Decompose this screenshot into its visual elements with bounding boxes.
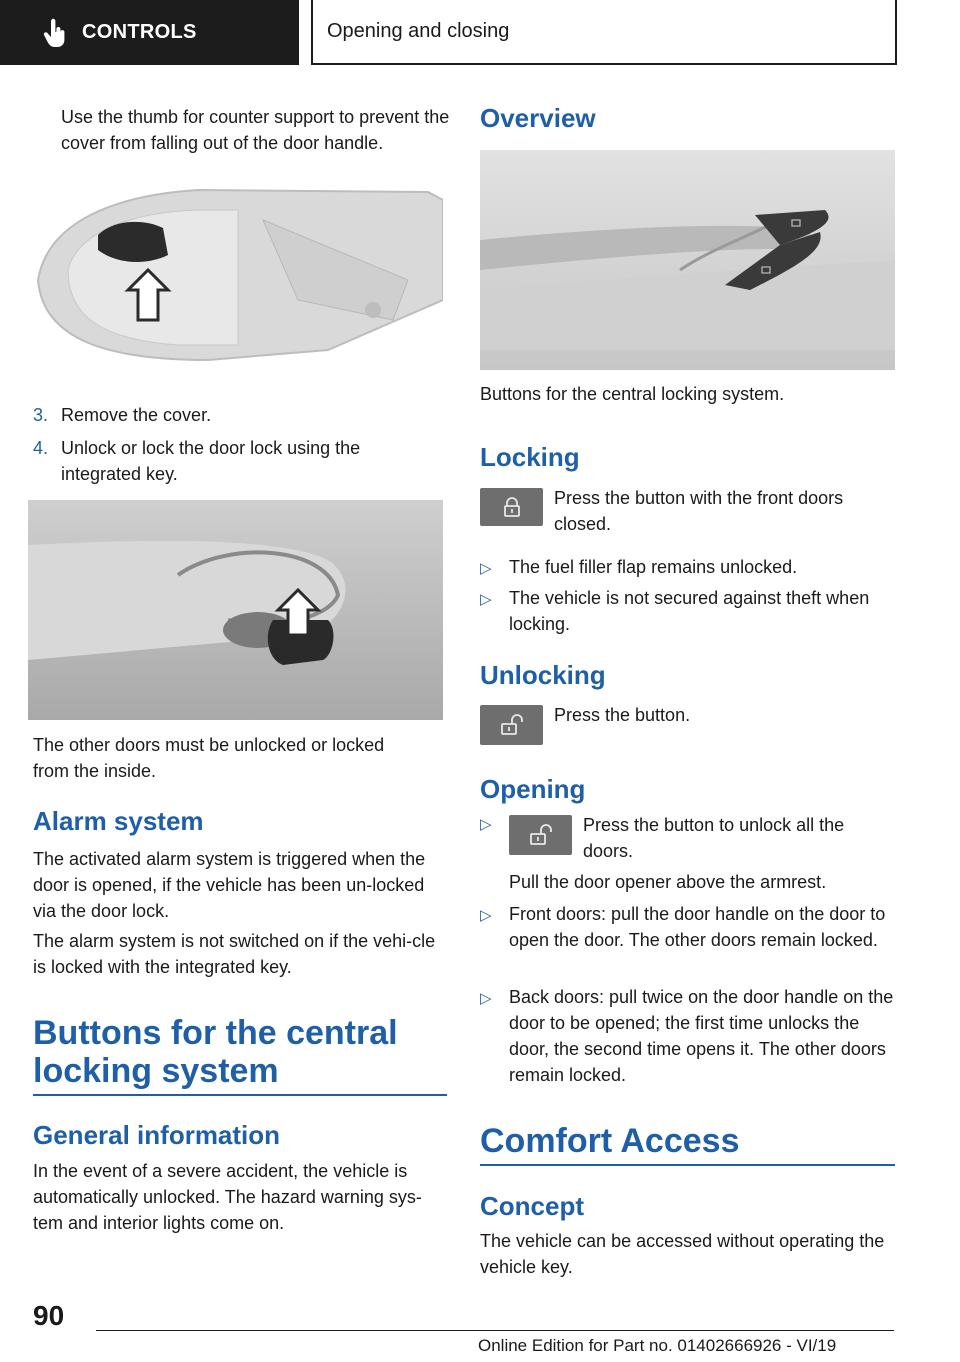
page-number: 90: [33, 1300, 65, 1331]
step-number: 4.: [33, 438, 49, 458]
footer-rule: [96, 1330, 894, 1331]
opening-bullet-1: Press the button to unlock all the doors.: [583, 815, 845, 861]
step-number: 3.: [33, 405, 49, 425]
intro-text: Use the thumb for counter support to prevent the cover from falling out of the door handle.: [61, 107, 450, 153]
step-text: Unlock or lock the door lock using the integrated key.: [61, 438, 361, 484]
lock-icon: [501, 496, 523, 518]
unlock-all-button-image: [509, 815, 572, 855]
overview-caption: Buttons for the central locking system.: [480, 384, 785, 404]
lock-button-image: [480, 488, 543, 526]
triangle-bullet-icon: ▷: [480, 907, 492, 924]
heading-rule: [33, 1094, 447, 1096]
door-handle-cover-image: [28, 160, 443, 380]
unlock-icon: [497, 714, 527, 736]
locking-text: Press the button with the front doors closed.: [554, 488, 844, 534]
opening-bullet-1-sub: Pull the door opener above the armrest.: [509, 872, 827, 892]
concept-heading: Concept: [480, 1191, 584, 1221]
bullet-text: The vehicle is not secured against theft when locking.: [509, 588, 870, 634]
opening-bullet-3: [480, 984, 895, 1085]
section-title: CONTROLS: [82, 21, 197, 43]
alarm-paragraph-2: The alarm system is not switched on if the vehi-cle is locked with the integrated key.: [33, 931, 436, 977]
locking-bullet-1: [480, 554, 895, 582]
step-3: [33, 402, 447, 428]
bullet-text: Back doors: pull twice on the door handle on the door to be opened; the first time unlocks the door, the second time opens it. The other doors remain locked.: [509, 987, 894, 1085]
opening-heading: Opening: [480, 774, 586, 804]
section-tab: [0, 0, 299, 65]
triangle-bullet-icon: ▷: [480, 591, 492, 608]
overview-heading: Overview: [480, 103, 596, 133]
comfort-access-heading: Comfort Access: [480, 1122, 740, 1160]
buttons-heading: Buttons for the central locking system: [33, 1014, 398, 1090]
concept-text: The vehicle can be accessed without operating the vehicle key.: [480, 1231, 885, 1277]
central-locking-buttons-image: [480, 150, 895, 370]
general-info-text: In the event of a severe accident, the vehicle is automatically unlocked. The hazard warning sys-tem and interior lights come on.: [33, 1161, 422, 1233]
general-info-heading: General information: [33, 1120, 281, 1150]
unlock-icon: [526, 824, 556, 846]
locking-heading: Locking: [480, 442, 580, 472]
triangle-bullet-icon: ▷: [480, 816, 492, 833]
unlock-button-image: [480, 705, 543, 745]
step-text: Remove the cover.: [61, 405, 212, 425]
chapter-title: Opening and closing: [327, 20, 510, 42]
edition-text: Online Edition for Part no. 01402666926 - VI/19: [478, 1336, 837, 1355]
other-doors-text: The other doors must be unlocked or locked from the inside.: [33, 735, 385, 781]
hand-touch-icon: [42, 18, 68, 48]
chapter-tab: [311, 0, 897, 65]
triangle-bullet-icon: ▷: [480, 560, 492, 577]
opening-bullet-2: [480, 901, 895, 950]
alarm-heading: Alarm system: [33, 806, 204, 836]
unlocking-heading: Unlocking: [480, 660, 606, 690]
alarm-paragraph-1: The activated alarm system is triggered when the door is opened, if the vehicle has been un-locked via the door lock.: [33, 849, 426, 921]
unlocking-text: Press the button.: [554, 705, 691, 725]
locking-bullet-2: [480, 585, 895, 634]
heading-rule: [480, 1164, 895, 1166]
triangle-bullet-icon: ▷: [480, 990, 492, 1007]
bullet-text: Front doors: pull the door handle on the door to open the door. The other doors remain locked.: [509, 904, 886, 950]
door-handle-key-image: [28, 500, 443, 720]
step-4: [33, 435, 447, 484]
bullet-text: The fuel filler flap remains unlocked.: [509, 557, 798, 577]
